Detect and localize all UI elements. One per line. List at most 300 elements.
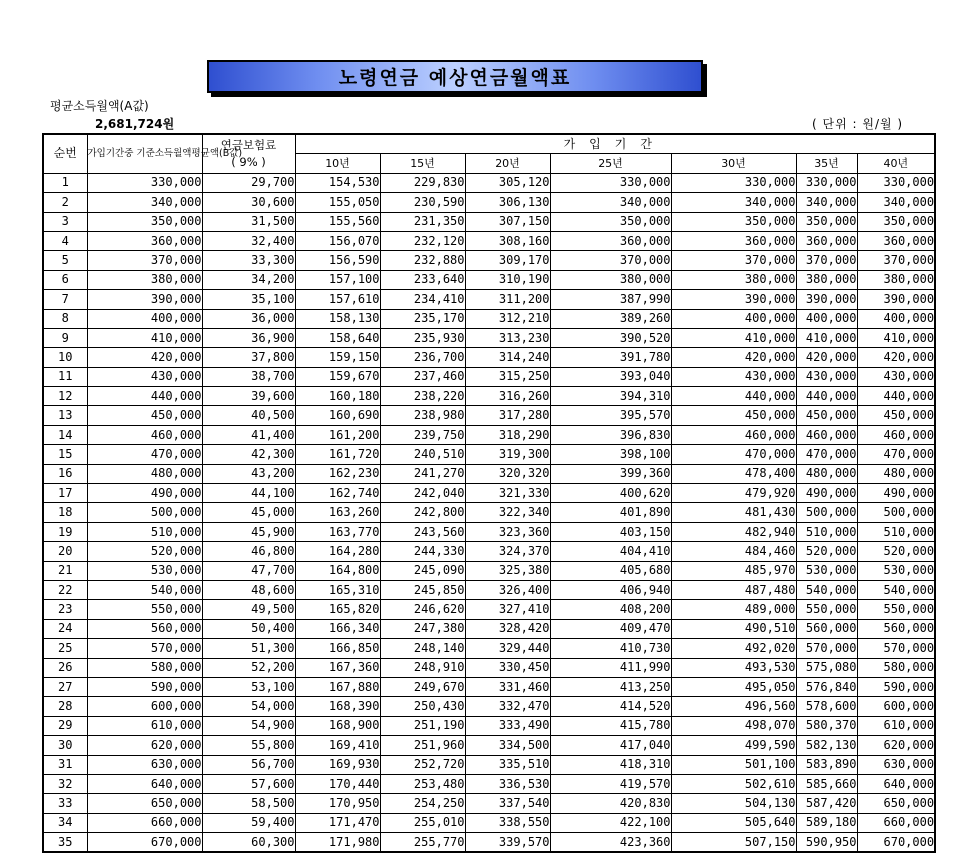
header-year-15: 15년	[380, 154, 465, 173]
cell-yr35: 470,000	[796, 445, 857, 464]
cell-yr35: 580,370	[796, 716, 857, 735]
cell-yr10: 162,740	[295, 484, 380, 503]
header-year-30: 30년	[671, 154, 796, 173]
cell-base-income: 480,000	[87, 464, 202, 483]
cell-yr20: 321,330	[465, 484, 550, 503]
cell-premium: 32,400	[202, 231, 295, 250]
cell-yr10: 160,180	[295, 387, 380, 406]
cell-yr20: 314,240	[465, 348, 550, 367]
cell-yr35: 587,420	[796, 794, 857, 813]
table-row	[43, 173, 935, 192]
cell-yr30: 420,000	[671, 348, 796, 367]
cell-yr15: 250,430	[380, 697, 465, 716]
cell-yr20: 318,290	[465, 425, 550, 444]
cell-base-income: 390,000	[87, 290, 202, 309]
cell-yr25: 330,000	[550, 173, 671, 192]
cell-yr40: 330,000	[857, 173, 935, 192]
cell-yr40: 620,000	[857, 736, 935, 755]
cell-yr10: 169,930	[295, 755, 380, 774]
cell-base-income: 600,000	[87, 697, 202, 716]
cell-seq: 16	[43, 464, 87, 483]
table-row	[43, 484, 935, 503]
cell-yr35: 440,000	[796, 387, 857, 406]
cell-yr25: 387,990	[550, 290, 671, 309]
cell-seq: 6	[43, 270, 87, 289]
cell-yr25: 408,200	[550, 600, 671, 619]
cell-yr30: 330,000	[671, 173, 796, 192]
cell-yr40: 570,000	[857, 639, 935, 658]
cell-yr10: 166,850	[295, 639, 380, 658]
cell-yr20: 326,400	[465, 580, 550, 599]
cell-yr15: 238,980	[380, 406, 465, 425]
cell-premium: 57,600	[202, 774, 295, 793]
cell-yr35: 430,000	[796, 367, 857, 386]
cell-yr15: 255,010	[380, 813, 465, 832]
cell-yr25: 406,940	[550, 580, 671, 599]
cell-seq: 18	[43, 503, 87, 522]
cell-yr40: 510,000	[857, 522, 935, 541]
cell-seq: 32	[43, 774, 87, 793]
table-row	[43, 387, 935, 406]
cell-premium: 36,900	[202, 328, 295, 347]
cell-yr35: 582,130	[796, 736, 857, 755]
cell-yr15: 246,620	[380, 600, 465, 619]
cell-yr25: 390,520	[550, 328, 671, 347]
cell-base-income: 510,000	[87, 522, 202, 541]
table-row	[43, 503, 935, 522]
cell-base-income: 330,000	[87, 173, 202, 192]
cell-yr15: 237,460	[380, 367, 465, 386]
cell-yr15: 232,120	[380, 231, 465, 250]
cell-yr20: 327,410	[465, 600, 550, 619]
cell-seq: 23	[43, 600, 87, 619]
cell-yr40: 540,000	[857, 580, 935, 599]
cell-yr20: 313,230	[465, 328, 550, 347]
cell-yr20: 320,320	[465, 464, 550, 483]
cell-base-income: 340,000	[87, 193, 202, 212]
cell-yr20: 308,160	[465, 231, 550, 250]
cell-premium: 59,400	[202, 813, 295, 832]
cell-yr10: 157,100	[295, 270, 380, 289]
cell-yr10: 168,390	[295, 697, 380, 716]
cell-seq: 22	[43, 580, 87, 599]
table-row	[43, 425, 935, 444]
cell-yr35: 576,840	[796, 677, 857, 696]
cell-seq: 3	[43, 212, 87, 231]
cell-yr15: 242,040	[380, 484, 465, 503]
cell-premium: 45,000	[202, 503, 295, 522]
cell-yr20: 336,530	[465, 774, 550, 793]
cell-yr35: 390,000	[796, 290, 857, 309]
cell-yr20: 305,120	[465, 173, 550, 192]
table-row	[43, 794, 935, 813]
cell-yr40: 420,000	[857, 348, 935, 367]
cell-yr35: 540,000	[796, 580, 857, 599]
cell-yr35: 560,000	[796, 619, 857, 638]
cell-yr10: 155,560	[295, 212, 380, 231]
cell-yr30: 450,000	[671, 406, 796, 425]
cell-seq: 7	[43, 290, 87, 309]
table-row	[43, 677, 935, 696]
cell-yr40: 350,000	[857, 212, 935, 231]
cell-yr25: 419,570	[550, 774, 671, 793]
cell-premium: 55,800	[202, 736, 295, 755]
cell-premium: 37,800	[202, 348, 295, 367]
header-year-10: 10년	[295, 154, 380, 173]
cell-yr10: 154,530	[295, 173, 380, 192]
cell-seq: 12	[43, 387, 87, 406]
cell-yr35: 550,000	[796, 600, 857, 619]
cell-yr35: 460,000	[796, 425, 857, 444]
unit-label: ( 단위 : 원/월 )	[812, 117, 904, 131]
header-seq: 순번	[43, 134, 87, 173]
cell-premium: 42,300	[202, 445, 295, 464]
table-row	[43, 290, 935, 309]
avg-income-value: 2,681,724원	[95, 117, 175, 131]
cell-seq: 34	[43, 813, 87, 832]
avg-income-label: 평균소득월액(A값)	[50, 99, 149, 113]
cell-yr20: 319,300	[465, 445, 550, 464]
cell-yr15: 242,800	[380, 503, 465, 522]
cell-yr30: 430,000	[671, 367, 796, 386]
cell-base-income: 620,000	[87, 736, 202, 755]
cell-yr15: 249,670	[380, 677, 465, 696]
cell-yr30: 479,920	[671, 484, 796, 503]
cell-yr10: 163,770	[295, 522, 380, 541]
cell-base-income: 370,000	[87, 251, 202, 270]
cell-yr40: 640,000	[857, 774, 935, 793]
cell-yr35: 490,000	[796, 484, 857, 503]
cell-base-income: 660,000	[87, 813, 202, 832]
cell-yr20: 316,260	[465, 387, 550, 406]
cell-yr25: 405,680	[550, 561, 671, 580]
cell-yr10: 157,610	[295, 290, 380, 309]
cell-yr35: 575,080	[796, 658, 857, 677]
cell-yr30: 460,000	[671, 425, 796, 444]
cell-seq: 30	[43, 736, 87, 755]
cell-yr30: 501,100	[671, 755, 796, 774]
cell-yr40: 500,000	[857, 503, 935, 522]
table-row	[43, 270, 935, 289]
cell-premium: 41,400	[202, 425, 295, 444]
cell-yr25: 404,410	[550, 542, 671, 561]
cell-seq: 11	[43, 367, 87, 386]
cell-seq: 25	[43, 639, 87, 658]
table-row	[43, 813, 935, 832]
cell-yr40: 550,000	[857, 600, 935, 619]
cell-premium: 39,600	[202, 387, 295, 406]
cell-yr15: 229,830	[380, 173, 465, 192]
cell-yr30: 490,510	[671, 619, 796, 638]
cell-yr10: 155,050	[295, 193, 380, 212]
cell-premium: 48,600	[202, 580, 295, 599]
cell-yr25: 360,000	[550, 231, 671, 250]
cell-yr35: 520,000	[796, 542, 857, 561]
cell-yr10: 158,640	[295, 328, 380, 347]
cell-yr30: 484,460	[671, 542, 796, 561]
cell-yr10: 168,900	[295, 716, 380, 735]
cell-base-income: 670,000	[87, 833, 202, 853]
table-row	[43, 542, 935, 561]
cell-yr25: 395,570	[550, 406, 671, 425]
cell-premium: 40,500	[202, 406, 295, 425]
cell-yr30: 485,970	[671, 561, 796, 580]
cell-yr35: 420,000	[796, 348, 857, 367]
cell-yr10: 161,200	[295, 425, 380, 444]
cell-yr40: 400,000	[857, 309, 935, 328]
cell-yr35: 380,000	[796, 270, 857, 289]
cell-yr35: 590,950	[796, 833, 857, 853]
cell-yr15: 233,640	[380, 270, 465, 289]
cell-yr35: 450,000	[796, 406, 857, 425]
cell-yr40: 450,000	[857, 406, 935, 425]
cell-yr10: 159,670	[295, 367, 380, 386]
cell-base-income: 560,000	[87, 619, 202, 638]
table-row	[43, 658, 935, 677]
cell-yr10: 167,360	[295, 658, 380, 677]
cell-yr10: 162,230	[295, 464, 380, 483]
cell-base-income: 520,000	[87, 542, 202, 561]
cell-yr25: 350,000	[550, 212, 671, 231]
cell-yr35: 410,000	[796, 328, 857, 347]
cell-premium: 29,700	[202, 173, 295, 192]
cell-yr40: 480,000	[857, 464, 935, 483]
cell-yr40: 340,000	[857, 193, 935, 212]
cell-yr25: 400,620	[550, 484, 671, 503]
cell-yr30: 370,000	[671, 251, 796, 270]
cell-yr15: 231,350	[380, 212, 465, 231]
cell-yr15: 245,090	[380, 561, 465, 580]
cell-base-income: 570,000	[87, 639, 202, 658]
cell-yr15: 238,220	[380, 387, 465, 406]
table-row	[43, 716, 935, 735]
cell-premium: 58,500	[202, 794, 295, 813]
cell-yr30: 498,070	[671, 716, 796, 735]
cell-yr35: 578,600	[796, 697, 857, 716]
table-row	[43, 309, 935, 328]
cell-yr25: 410,730	[550, 639, 671, 658]
cell-premium: 38,700	[202, 367, 295, 386]
cell-yr25: 394,310	[550, 387, 671, 406]
cell-seq: 17	[43, 484, 87, 503]
cell-yr30: 380,000	[671, 270, 796, 289]
cell-yr35: 500,000	[796, 503, 857, 522]
cell-yr40: 650,000	[857, 794, 935, 813]
cell-yr25: 391,780	[550, 348, 671, 367]
cell-yr40: 590,000	[857, 677, 935, 696]
page-title: 노령연금 예상연금월액표	[207, 60, 703, 93]
table-row	[43, 600, 935, 619]
cell-premium: 52,200	[202, 658, 295, 677]
cell-seq: 9	[43, 328, 87, 347]
cell-yr15: 247,380	[380, 619, 465, 638]
cell-yr30: 507,150	[671, 833, 796, 853]
header-premium-line2: ( 9% )	[231, 154, 266, 169]
cell-yr25: 420,830	[550, 794, 671, 813]
cell-seq: 4	[43, 231, 87, 250]
cell-seq: 1	[43, 173, 87, 192]
cell-yr35: 530,000	[796, 561, 857, 580]
table-row	[43, 774, 935, 793]
cell-yr35: 570,000	[796, 639, 857, 658]
cell-premium: 50,400	[202, 619, 295, 638]
cell-yr25: 415,780	[550, 716, 671, 735]
cell-seq: 31	[43, 755, 87, 774]
cell-premium: 46,800	[202, 542, 295, 561]
cell-yr15: 248,910	[380, 658, 465, 677]
cell-seq: 29	[43, 716, 87, 735]
cell-premium: 30,600	[202, 193, 295, 212]
cell-yr40: 460,000	[857, 425, 935, 444]
cell-yr30: 481,430	[671, 503, 796, 522]
cell-base-income: 410,000	[87, 328, 202, 347]
cell-yr10: 165,310	[295, 580, 380, 599]
cell-premium: 35,100	[202, 290, 295, 309]
cell-yr10: 170,950	[295, 794, 380, 813]
table-row	[43, 193, 935, 212]
cell-yr25: 423,360	[550, 833, 671, 853]
cell-yr35: 350,000	[796, 212, 857, 231]
cell-yr35: 589,180	[796, 813, 857, 832]
cell-yr35: 585,660	[796, 774, 857, 793]
cell-base-income: 460,000	[87, 425, 202, 444]
cell-yr20: 311,200	[465, 290, 550, 309]
table-row	[43, 348, 935, 367]
cell-yr25: 393,040	[550, 367, 671, 386]
cell-yr15: 252,720	[380, 755, 465, 774]
cell-base-income: 610,000	[87, 716, 202, 735]
cell-premium: 44,100	[202, 484, 295, 503]
cell-yr25: 414,520	[550, 697, 671, 716]
cell-yr10: 166,340	[295, 619, 380, 638]
cell-premium: 53,100	[202, 677, 295, 696]
cell-yr40: 490,000	[857, 484, 935, 503]
cell-yr25: 422,100	[550, 813, 671, 832]
header-period: 가입기간	[295, 134, 935, 154]
cell-seq: 21	[43, 561, 87, 580]
cell-yr25: 403,150	[550, 522, 671, 541]
cell-base-income: 450,000	[87, 406, 202, 425]
cell-yr30: 400,000	[671, 309, 796, 328]
cell-yr25: 398,100	[550, 445, 671, 464]
cell-yr20: 328,420	[465, 619, 550, 638]
cell-yr15: 243,560	[380, 522, 465, 541]
cell-yr30: 440,000	[671, 387, 796, 406]
cell-premium: 33,300	[202, 251, 295, 270]
cell-base-income: 380,000	[87, 270, 202, 289]
cell-base-income: 640,000	[87, 774, 202, 793]
cell-yr10: 163,260	[295, 503, 380, 522]
cell-yr30: 360,000	[671, 231, 796, 250]
cell-yr30: 492,020	[671, 639, 796, 658]
cell-yr40: 360,000	[857, 231, 935, 250]
cell-yr10: 156,070	[295, 231, 380, 250]
cell-yr40: 660,000	[857, 813, 935, 832]
cell-yr25: 396,830	[550, 425, 671, 444]
cell-base-income: 420,000	[87, 348, 202, 367]
cell-yr25: 399,360	[550, 464, 671, 483]
header-year-35: 35년	[796, 154, 857, 173]
cell-premium: 51,300	[202, 639, 295, 658]
header-premium-line1: 연금보험료	[220, 137, 277, 152]
cell-yr25: 413,250	[550, 677, 671, 696]
header-year-40: 40년	[857, 154, 935, 173]
cell-yr30: 478,400	[671, 464, 796, 483]
cell-yr40: 580,000	[857, 658, 935, 677]
table-row	[43, 464, 935, 483]
cell-yr10: 164,280	[295, 542, 380, 561]
cell-base-income: 530,000	[87, 561, 202, 580]
table-row	[43, 445, 935, 464]
cell-yr30: 489,000	[671, 600, 796, 619]
cell-base-income: 360,000	[87, 231, 202, 250]
table-row	[43, 736, 935, 755]
cell-yr20: 338,550	[465, 813, 550, 832]
cell-yr20: 333,490	[465, 716, 550, 735]
cell-premium: 60,300	[202, 833, 295, 853]
table-row	[43, 639, 935, 658]
cell-yr40: 410,000	[857, 328, 935, 347]
cell-yr10: 167,880	[295, 677, 380, 696]
cell-yr15: 241,270	[380, 464, 465, 483]
cell-base-income: 650,000	[87, 794, 202, 813]
cell-base-income: 400,000	[87, 309, 202, 328]
cell-seq: 13	[43, 406, 87, 425]
cell-base-income: 550,000	[87, 600, 202, 619]
cell-yr35: 360,000	[796, 231, 857, 250]
cell-yr15: 235,930	[380, 328, 465, 347]
cell-yr40: 520,000	[857, 542, 935, 561]
cell-yr25: 380,000	[550, 270, 671, 289]
cell-yr30: 390,000	[671, 290, 796, 309]
cell-yr25: 340,000	[550, 193, 671, 212]
cell-yr30: 410,000	[671, 328, 796, 347]
cell-yr15: 251,960	[380, 736, 465, 755]
cell-premium: 31,500	[202, 212, 295, 231]
cell-yr25: 418,310	[550, 755, 671, 774]
table-row	[43, 367, 935, 386]
cell-yr40: 390,000	[857, 290, 935, 309]
header-year-25: 25년	[550, 154, 671, 173]
cell-premium: 36,000	[202, 309, 295, 328]
cell-base-income: 350,000	[87, 212, 202, 231]
cell-seq: 19	[43, 522, 87, 541]
cell-yr20: 332,470	[465, 697, 550, 716]
cell-yr25: 389,260	[550, 309, 671, 328]
cell-yr10: 169,410	[295, 736, 380, 755]
cell-yr20: 322,340	[465, 503, 550, 522]
cell-yr10: 161,720	[295, 445, 380, 464]
cell-yr30: 340,000	[671, 193, 796, 212]
cell-yr35: 340,000	[796, 193, 857, 212]
cell-yr35: 330,000	[796, 173, 857, 192]
cell-yr15: 239,750	[380, 425, 465, 444]
cell-yr30: 350,000	[671, 212, 796, 231]
table-row	[43, 619, 935, 638]
cell-yr40: 370,000	[857, 251, 935, 270]
cell-yr20: 335,510	[465, 755, 550, 774]
cell-premium: 45,900	[202, 522, 295, 541]
table-row	[43, 328, 935, 347]
cell-yr20: 306,130	[465, 193, 550, 212]
cell-yr40: 530,000	[857, 561, 935, 580]
cell-yr15: 254,250	[380, 794, 465, 813]
cell-seq: 35	[43, 833, 87, 853]
cell-seq: 5	[43, 251, 87, 270]
cell-yr35: 480,000	[796, 464, 857, 483]
cell-yr20: 330,450	[465, 658, 550, 677]
cell-yr40: 470,000	[857, 445, 935, 464]
